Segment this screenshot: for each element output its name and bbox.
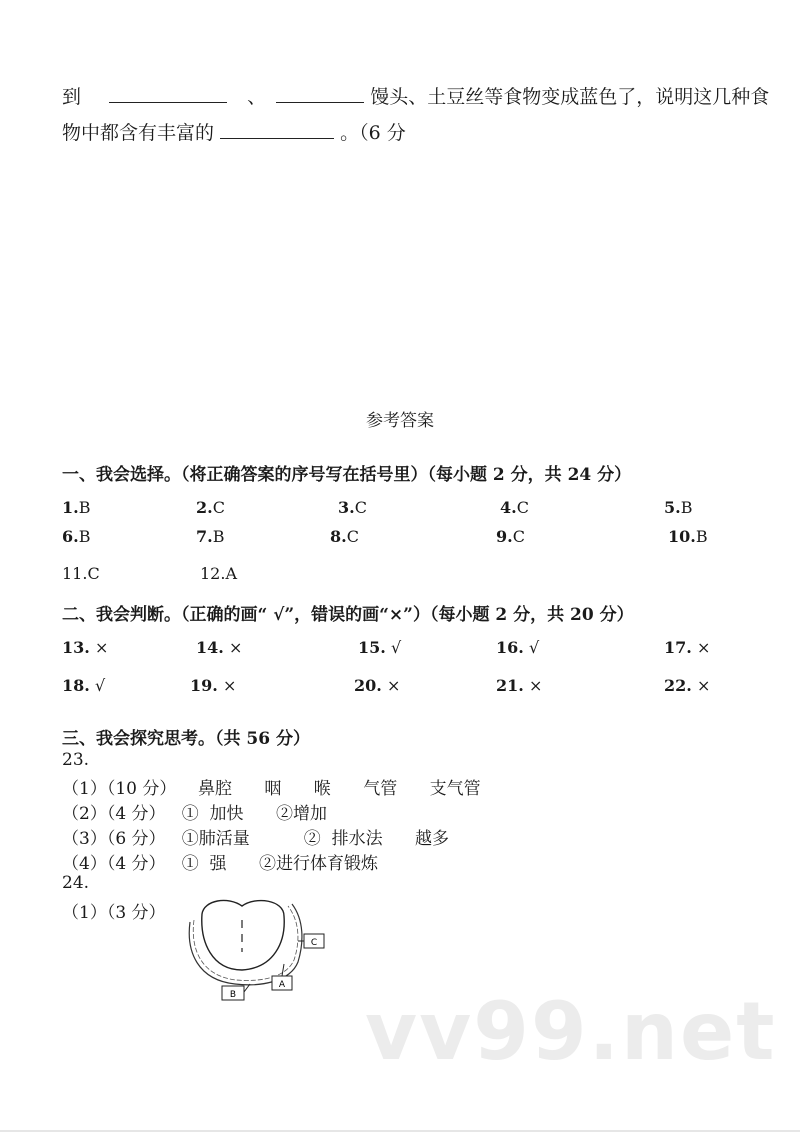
answer-item: 20. × [354,676,401,695]
watermark: vv99.net [365,985,777,1078]
answer-item: 10.B [668,527,708,546]
section-2-heading: 二、我会判断。（正确的画“ √”，错误的画“×”）（每小题 2 分，共 20 分） [62,605,634,625]
section-1-heading: 一、我会选择。（将正确答案的序号写在括号里）（每小题 2 分，共 24 分） [62,465,632,485]
answer-item: 17. × [664,638,711,657]
answer-item: 6.B [62,527,91,546]
fill-blank [109,86,227,103]
text-segment: 。（6 分 [340,122,406,144]
page-bottom-edge [0,1130,800,1132]
answer-item: 18. √ [62,676,106,695]
answer-line: （1）（3 分） [62,903,166,923]
answer-item: 1.B [62,498,91,517]
section-3-heading: 三、我会探究思考。（共 56 分） [62,729,310,749]
answer-item: 2.C [196,498,225,517]
question-line-2 [62,118,406,145]
question-number: 24. [62,873,90,893]
answer-item: 22. × [664,676,711,695]
answer-line: （4）（4 分） ① 强 ②进行体育锻炼 [62,854,378,874]
fill-blank [276,86,364,103]
diagram-label-c: C [310,938,318,948]
answer-item: 13. × [62,638,109,657]
answer-line: （2）（4 分） ① 加快 ②增加 [62,804,327,824]
text-segment: 到 [62,86,82,108]
answer-item: 3.C [338,498,367,517]
answer-item: 12.A [200,564,238,583]
answer-item: 11.C [62,564,100,583]
text-segment: 物中都含有丰富的 [62,122,215,144]
question-number: 23. [62,750,90,770]
answer-item: 9.C [496,527,525,546]
diagram-label-b: B [229,990,237,1000]
fill-blank [220,122,334,139]
text-segment: 、 [247,86,267,108]
answer-item: 16. √ [496,638,540,657]
answer-item: 5.B [664,498,693,517]
answer-key-title: 参考答案 [366,411,434,431]
answer-item: 7.B [196,527,225,546]
diagram-label-a: A [278,980,286,990]
answer-item: 15. √ [358,638,402,657]
answer-line: （3）（6 分） ①肺活量 ② 排水法 越多 [62,829,450,849]
answer-item: 19. × [190,676,237,695]
answer-item: 14. × [196,638,243,657]
answer-item: 8.C [330,527,359,546]
tongue-teeth-diagram [180,892,350,1010]
answer-item: 4.C [500,498,529,517]
answer-line: （1）（10 分） 鼻腔 咽 喉 气管 支气管 [62,779,481,799]
text-segment: 馒头、土豆丝等食物变成蓝色了，说明这几种食 [370,86,770,108]
question-line-1 [62,82,769,109]
answer-item: 21. × [496,676,543,695]
